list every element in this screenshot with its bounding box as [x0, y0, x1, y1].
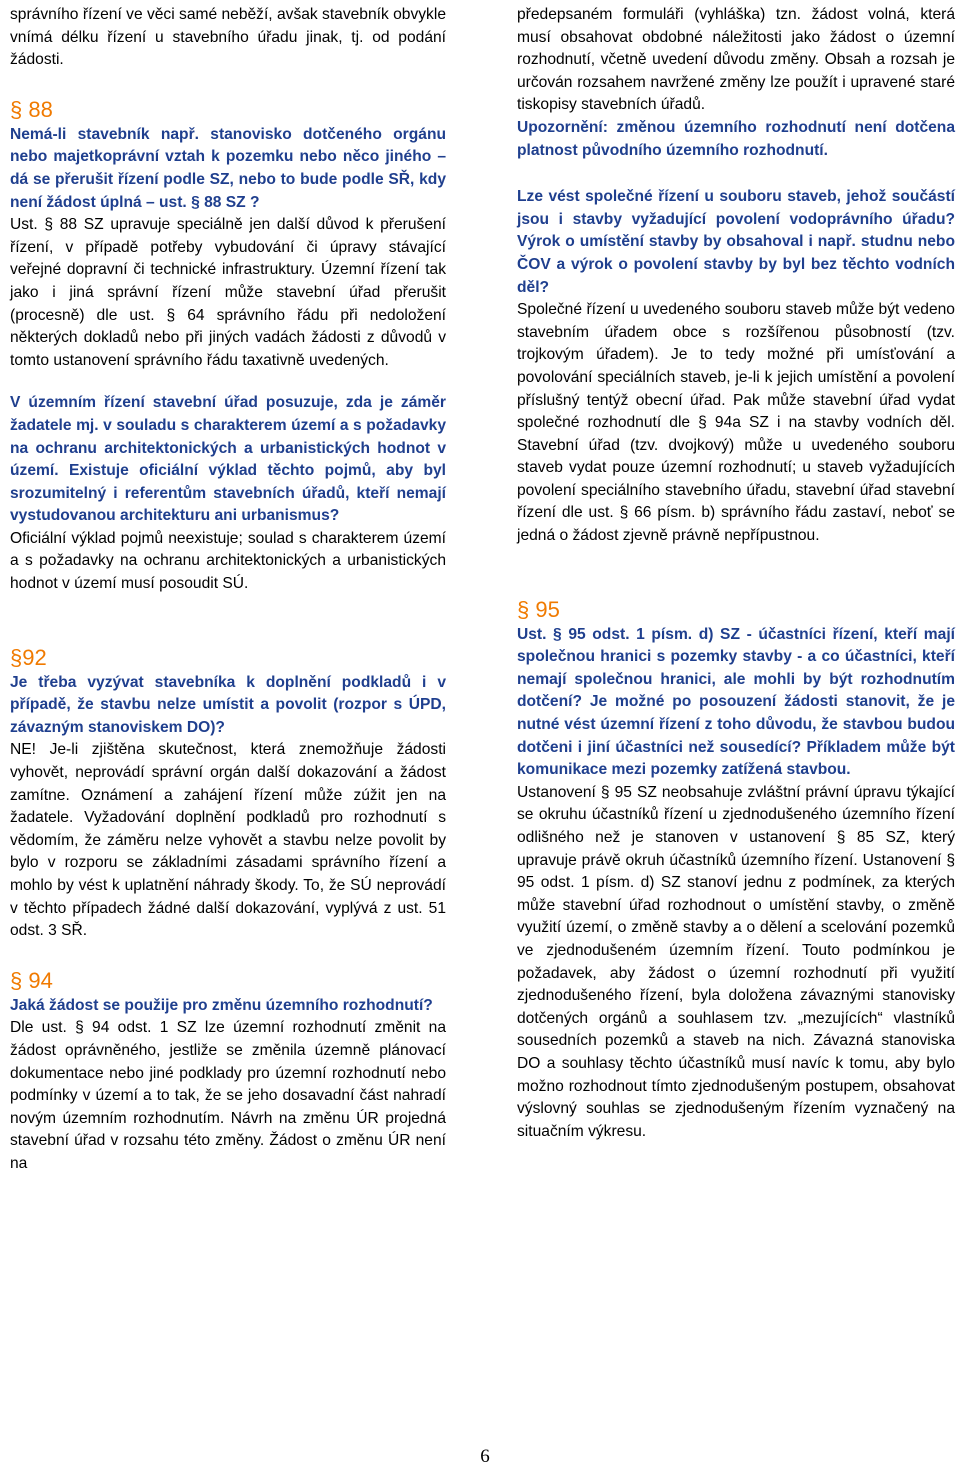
- section-95-heading: [517, 596, 955, 624]
- right-column: [517, 4, 955, 1143]
- paragraph-intro: správního řízení ve věci samé neběží, avšak stavebník obvykle vnímá délku řízení u stavebního úřadu jinak, tj. od podání žádosti.: [10, 6, 446, 69]
- answer-95: Ustanovení § 95 SZ neobsahuje zvláštní právní úpravu týkající se okruhu účastníků řízení u zjednodušeného územního řízení odlišného než je stanoven v ustanovení § 85 SZ, který upravuje právě okruh účastníků územního řízení. Ustanovení § 95 odst. 1 písm. d) SZ stanoví jednu z podmínek, za kterých může stavební úřad rozhodnout o umístění stavby, o změně využití území, o změně stavby a o dělení a scelování pozemků ve zjednodušeném územním řízení. Touto podmínkou je požadavek, aby žádost o územní rozhodnutí při využití zjednodušeného řízení, byla doložena závaznými stanovisky dotčených orgánů a souhlasem tzv. „mezujících“ vlastníků sousedních pozemků a staveb na nich. Závazná stanoviska DO a souhlasy těchto účastníků musí navíc k tomu, aby bylo možno rozhodnout tímto zjednodušeným postupem, obsahovat výslovný souhlas se zjednodušeným řízením vyznačený na situačním výkresu.: [517, 783, 955, 1140]
- answer-88: Ust. § 88 SZ upravuje speciálně jen další důvod k přerušení řízení, v případě potřeby vybudování či úpravy stávající veřejné dopravní či technické infrastruktury. Územní řízení tak jako i jiná správní řízení může stavební úřad přerušit (procesně) dle ust. § 64 správního řádu při nedoložení některých dokladů nebo při jiných vadách žádosti z důvodů v tomto ustanovení správního řádu taxativně uvedených.: [10, 216, 446, 369]
- section-92-number: 92: [22, 644, 47, 670]
- question-88: Nemá-li stavebník např. stanovisko dotčeného orgánu nebo majetkoprávní vztah k pozemku nebo něco jiného – dá se přerušit řízení podle SZ, nebo to bude podle SŘ, kdy není žádost úplná – ust. § 88 SZ ?: [10, 125, 446, 211]
- section-88-number: 88: [28, 96, 53, 122]
- answer-92: NE! Je-li zjištěna skutečnost, která znemožňuje žádosti vyhovět, neprovádí správní orgán další dokazování a žádost zamítne. Oznámení a zahájení řízení může zúžit jen na žadatele. Vyžadování doplnění podkladů pro rozhodnutí s vědomím, že záměru nelze vyhovět a stavbu nelze povolit by bylo v rozporu se základními zásadami správního řízení a mohlo by vést k uplatnění náhrady škody. To, že SÚ neprovádí v těchto případech žádné další dokazování, vyplývá z ust. 51 odst. 3 SŘ.: [10, 741, 446, 940]
- section-88-heading: [10, 96, 446, 124]
- section-92-heading: [10, 644, 446, 672]
- section-sign-icon: §: [10, 967, 23, 993]
- section-sign-icon: §: [10, 644, 23, 670]
- question-95: Ust. § 95 odst. 1 písm. d) SZ - účastníci řízení, kteří mají společnou hranici s pozemky stavby - a co účastníci, kteří nemají společnou hranici, ale mohli by být rozhodnutím dotčení? Je možné po posouzení žádosti stanovit, že je nutné vést územní řízení z toho důvodu, že stavbou budou dotčeni i jiní účastníci než sousedící? Příkladem může být komunikace mezi pozemky zatížená stavbou.: [517, 625, 955, 779]
- question-joint-proceedings: Lze vést společné řízení u souboru staveb, jehož součástí jsou i stavby vyžadující povolení vodoprávního úřadu? Výrok o umístění stavby by obsahoval i např. studnu nebo ČOV a výrok o povolení stavby by byl bez těchto vodních děl?: [517, 188, 955, 296]
- section-sign-icon: §: [517, 596, 530, 622]
- answer-interpretation: Oficiální výklad pojmů neexistuje; soulad s charakterem území a s požadavky na ochranu architektonických a urbanistických hodnot v území musí posoudit SÚ.: [10, 529, 446, 593]
- section-sign-icon: §: [10, 96, 23, 122]
- question-94: Jaká žádost se použije pro změnu územního rozhodnutí?: [10, 996, 433, 1014]
- section-95-number: 95: [535, 596, 560, 622]
- question-interpretation: V územním řízení stavební úřad posuzuje, zda je záměr žadatele mj. v souladu s charakterem území a s požadavky na ochranu architektonických a urbanistických hodnot v území. Existuje oficiální výklad těchto pojmů, aby byl srozumitelný i referentům stavebních úřadů, kteří nemají vystudovanou architekturu ani urbanismus?: [10, 394, 446, 525]
- page-number: 6: [480, 1446, 490, 1467]
- paragraph-continued: předepsaném formuláři (vyhláška) tzn. žádost volná, která musí obsahovat obdobné náležitosti jako žádost o územní rozhodnutí, včetně uvedení důvodu změny. Obsah a rozsah je určován rozsahem navržené změny lze použít i upravené staré tiskopisy stavebních úřadů.: [517, 6, 955, 114]
- left-column: [10, 4, 446, 1176]
- section-94-number: 94: [28, 967, 53, 993]
- answer-94: Dle ust. § 94 odst. 1 SZ lze územní rozhodnutí změnit na žádost oprávněného, jestliže se změnila územně plánovací dokumentace nebo jiné podklady pro územní rozhodnutí nebo podmínky v území a to tak, že se jeho dosavadní část nahradí novým územním rozhodnutím. Návrh na změnu ÚR projedná stavební úřad v rozsahu této změny. Žádost o změnu ÚR není na: [10, 1019, 446, 1172]
- question-92: Je třeba vyzývat stavebníka k doplnění podkladů i v případě, že stavbu nelze umístit a povolit (rozpor s ÚPD, závazným stanoviskem DO)?: [10, 673, 446, 736]
- warning-note: Upozornění: změnou územního rozhodnutí není dotčena platnost původního územního rozhodnutí.: [517, 118, 955, 159]
- section-94-heading: [10, 967, 446, 995]
- answer-joint-proceedings: Společné řízení u uvedeného souboru staveb může být vedeno stavebním úřadem obce s rozšířenou působností (tzv. trojkovým úřadem). Je to tedy možné při umísťování a povolování speciálních staveb, je-li k jejich umístění a povolení příslušný tentýž obecní úřad. Pak může stavební úřad vydat společné rozhodnutí dle § 94a SZ i na stavby vodních děl. Stavební úřad (tzv. dvojkový) může u uvedeného souboru staveb vydat pouze územní rozhodnutí; u staveb vyžadujících povolení speciálního stavebního úřadu, stavební úřad stavební řízení dle ust. § 66 písm. b) správního řádu zastaví, neboť se jedná o žádost zjevně právně nepřípustnou.: [517, 301, 955, 545]
